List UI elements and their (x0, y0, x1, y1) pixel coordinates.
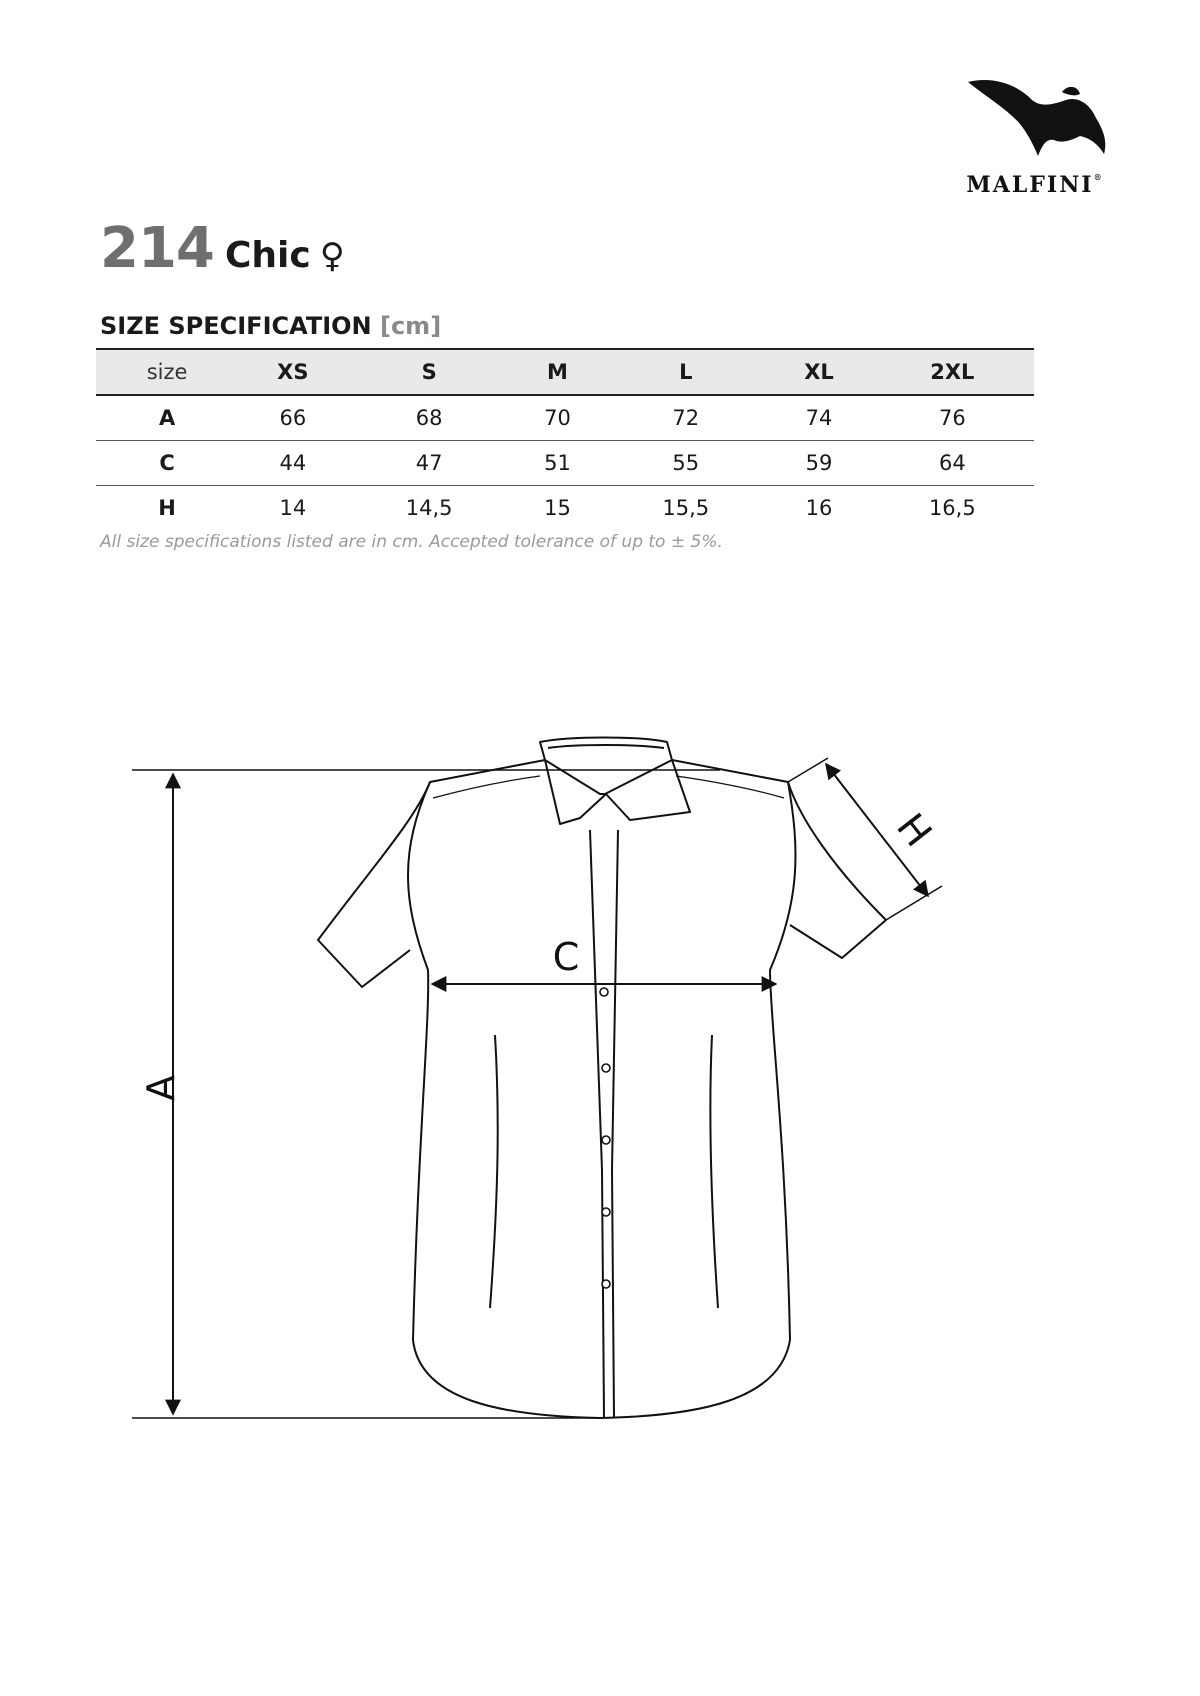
column-header: M (547, 360, 568, 384)
dimension-a-label: A (139, 1075, 183, 1101)
table-cell: 70 (544, 406, 571, 430)
button-dot (602, 1280, 610, 1288)
table-cell: 14,5 (405, 496, 453, 520)
column-header: XL (804, 360, 834, 384)
column-header: size (146, 360, 188, 384)
row-label: A (158, 406, 176, 430)
table-cell: 74 (805, 406, 833, 430)
size-table-header (96, 349, 1034, 395)
product-name: Chic (225, 235, 311, 276)
female-icon: ♀ (319, 236, 345, 276)
button-dot (602, 1136, 610, 1144)
table-cell: 59 (805, 451, 833, 475)
row-label: C (159, 451, 175, 475)
product-number: 214 (100, 216, 214, 281)
dimension-h-label: H (888, 805, 941, 855)
button-dot (602, 1064, 610, 1072)
table-cell: 16 (805, 496, 833, 520)
table-cell: 16,5 (928, 496, 976, 520)
column-header: S (421, 360, 437, 384)
button-dot (600, 988, 608, 996)
table-cell: 66 (279, 406, 307, 430)
shirt-diagram (0, 700, 1200, 1460)
table-row (96, 486, 1034, 531)
brand-name: MALFINI (966, 172, 1094, 198)
size-table (96, 348, 1034, 530)
table-cell: 76 (938, 406, 966, 430)
table-cell: 55 (672, 451, 700, 475)
product-title (100, 216, 345, 281)
dimension-a (132, 770, 720, 1418)
dimension-c-label: C (552, 935, 580, 979)
shirt-outline (318, 738, 886, 1419)
size-spec-title: SIZE SPECIFICATION (100, 312, 372, 340)
table-cell: 44 (279, 451, 307, 475)
size-spec-heading (100, 312, 441, 340)
table-row (96, 395, 1034, 441)
button-dot (602, 1208, 610, 1216)
table-cell: 68 (415, 406, 443, 430)
column-header: L (679, 360, 693, 384)
table-cell: 14 (279, 496, 307, 520)
table-cell: 15 (544, 496, 571, 520)
column-header: 2XL (930, 360, 975, 384)
table-row (96, 441, 1034, 486)
table-cell: 15,5 (662, 496, 710, 520)
table-cell: 51 (544, 451, 571, 475)
column-header: XS (277, 360, 309, 384)
table-cell: 64 (938, 451, 966, 475)
table-cell: 47 (415, 451, 443, 475)
brand-logo: MALFINI® (950, 74, 1130, 204)
table-cell: 72 (672, 406, 700, 430)
eagle-icon (962, 74, 1112, 164)
tolerance-note: All size specifications listed are in cm. Accepted tolerance of up to ± 5%. (100, 532, 723, 552)
row-label: H (158, 496, 176, 520)
size-spec-unit: [cm] (379, 312, 442, 340)
